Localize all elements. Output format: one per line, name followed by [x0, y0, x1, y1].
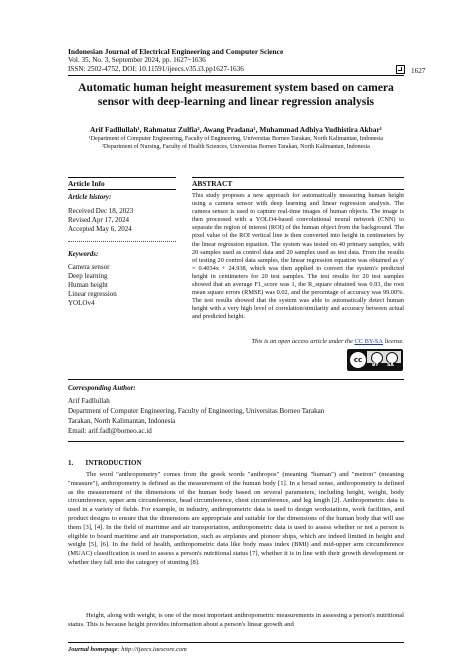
- homepage-label: Journal homepage: [68, 646, 118, 653]
- keyword-2: Deep learning: [68, 272, 108, 280]
- journal-name: Indonesian Journal of Electrical Engineering and Computer Science: [68, 47, 284, 56]
- article-info-heading: Article Info: [68, 179, 105, 188]
- keyword-5: YOLOv4: [68, 299, 95, 307]
- affiliation-1: ¹Department of Computer Engineering, Faculty of Engineering, Universitas Borneo Tarakan, North Kalimantan, Indonesia: [88, 136, 384, 142]
- corresponding-city: Tarakan, North Kalimantan, Indonesia: [68, 417, 176, 425]
- journal-volume: Vol. 35, No. 3, September 2024, pp. 1627~1636: [68, 56, 206, 64]
- header-rule: [68, 75, 404, 76]
- cc-by-sa-badge[interactable]: [347, 349, 403, 371]
- page-number: 1627: [411, 67, 426, 75]
- journal-homepage: [68, 646, 187, 653]
- sa-label: SA: [387, 363, 394, 368]
- keyword-4: Linear regression: [68, 290, 117, 298]
- keyword-3: Human height: [68, 281, 108, 289]
- abstract-rule: [192, 189, 404, 190]
- article-history-heading: Article history:: [68, 193, 112, 201]
- article-info-top-rule: [68, 177, 176, 178]
- authors: Arif Fadllullah¹, Rahmatuz Zulfia², Awang Pradana¹, Muhammad Adhiya Yudhistira Akbar¹: [90, 125, 382, 134]
- page-number-block: [396, 65, 425, 75]
- license-link[interactable]: CC BY-SA: [354, 338, 384, 345]
- journal-square-icon: [396, 65, 405, 74]
- abstract-heading: ABSTRACT: [192, 179, 233, 188]
- history-divider: [68, 241, 176, 242]
- corresponding-dept: Department of Computer Engineering, Faculty of Engineering, Universitas Borneo Tarakan: [68, 407, 325, 415]
- keywords-heading: Keywords:: [68, 250, 99, 258]
- footer-rule: [68, 642, 404, 643]
- open-access-prefix: This is an open access article under the: [251, 338, 355, 345]
- corresponding-heading: Corresponding Author:: [68, 384, 136, 392]
- by-label: BY: [372, 363, 379, 368]
- history-accepted: Accepted May 6, 2024: [68, 225, 132, 233]
- affiliation-2: ²Department of Nursing, Faculty of Health Sciences, Universitas Borneo Tarakan, North Kalimantan, Indonesia: [102, 144, 370, 150]
- keyword-1: Camera sensor: [68, 263, 110, 271]
- open-access-note: [192, 338, 404, 345]
- open-access-suffix: license.: [383, 338, 404, 345]
- corresponding-email: Email: arif.fadl@borneo.ac.id: [68, 427, 152, 435]
- introduction-paragraph-1: The word "anthropometry" comes from the greek words "anthropos" (meaning "human") and "metron" (meaning "measure"), anthropometry is defined as the measurement of the human body [1]. In a broad sense, anthropometry is defined as the measurement of the dimensions of the human body based on several parameters, including height, weight, body circumference, upper arm circumference, head circumference, chest circumference, and leg length [2]. Anthropometric data is used in a variety of fields. For example, in industry, anthropometric data is used to design workstations, work facilities, and product designs to ensure that the dimensions are appropriate and suitable for the dimensions of the human body that will use them [3], [4]. In the field of maritime and air transportation, anthropometric data is used to assess whether or not a person is eligible to board maritime and air transportation, such as airplanes and pioneer ships, which are indeed limited in height and weight [5], [6]. In the field of health, anthropometric data like body mass index (BMI) and mid-upper arm circumference (MUAC) classification is used to assess a person's nutritional status [7], whether it is in line with their growth development or whether they fall into the category of stunting [8].: [68, 471, 404, 566]
- article-info-rule: [68, 189, 176, 190]
- introduction-heading: 1. INTRODUCTION: [68, 459, 142, 467]
- abstract-top-rule: [192, 177, 404, 178]
- homepage-url[interactable]: : http://ijeecs.iaescore.com: [117, 646, 187, 653]
- abstract-text: This study proposes a new approach for automatically measuring human height using a camera sensor with deep learning and linear regression analysis. The camera sensor is used to capture real-time images of human objects. The image is then processed with a YOLO4-based convolutional neural network (CNN) to separate the region of interest (ROI) of the human object from the background. The pixel value of the ROI vertical line is then converted into height in centimeters by the linear regression equation. The system was tested on 40 primary samples, with 20 samples used as control data and 20 samples used as test data. From the results of testing 20 control data samples, the linear regression equation was obtained as y' = 0.4034x + 24.938, which was then applied to convert the system's predicted height in centimeters for 20 test samples. The test results for 20 test samples showed that an average F1_score was 1, the R_square obtained was 0.93, the root mean square errors (RMSE) was 0.02, and the percentage of accuracy was 99.00%. The test results showed that the system was able to automatically detect human height with a very high level of correlation/similarity and accuracy between actual and predicted height.: [192, 192, 404, 321]
- abstract-bottom-rule: [68, 379, 404, 380]
- introduction-paragraph-2: Height, along with weight, is one of the most important anthropometric measurements in assessing a person's nutritional status. This is because height provides information about a person's linear growth and: [68, 612, 404, 628]
- history-received: Received Dec 18, 2023: [68, 207, 134, 215]
- history-revised: Revised Apr 17, 2024: [68, 216, 130, 224]
- cc-logo-icon: cc: [349, 351, 367, 369]
- corresponding-name: Arif Fadllullah: [68, 397, 110, 405]
- paper-title: Automatic human height measurement system based on camera sensor with deep-learning and linear regression analysis: [78, 81, 394, 108]
- corresponding-rule: [68, 441, 404, 442]
- issn-doi: ISSN: 2502-4752, DOI: 10.11591/ijeecs.v35.i3.pp1627-1636: [68, 65, 244, 73]
